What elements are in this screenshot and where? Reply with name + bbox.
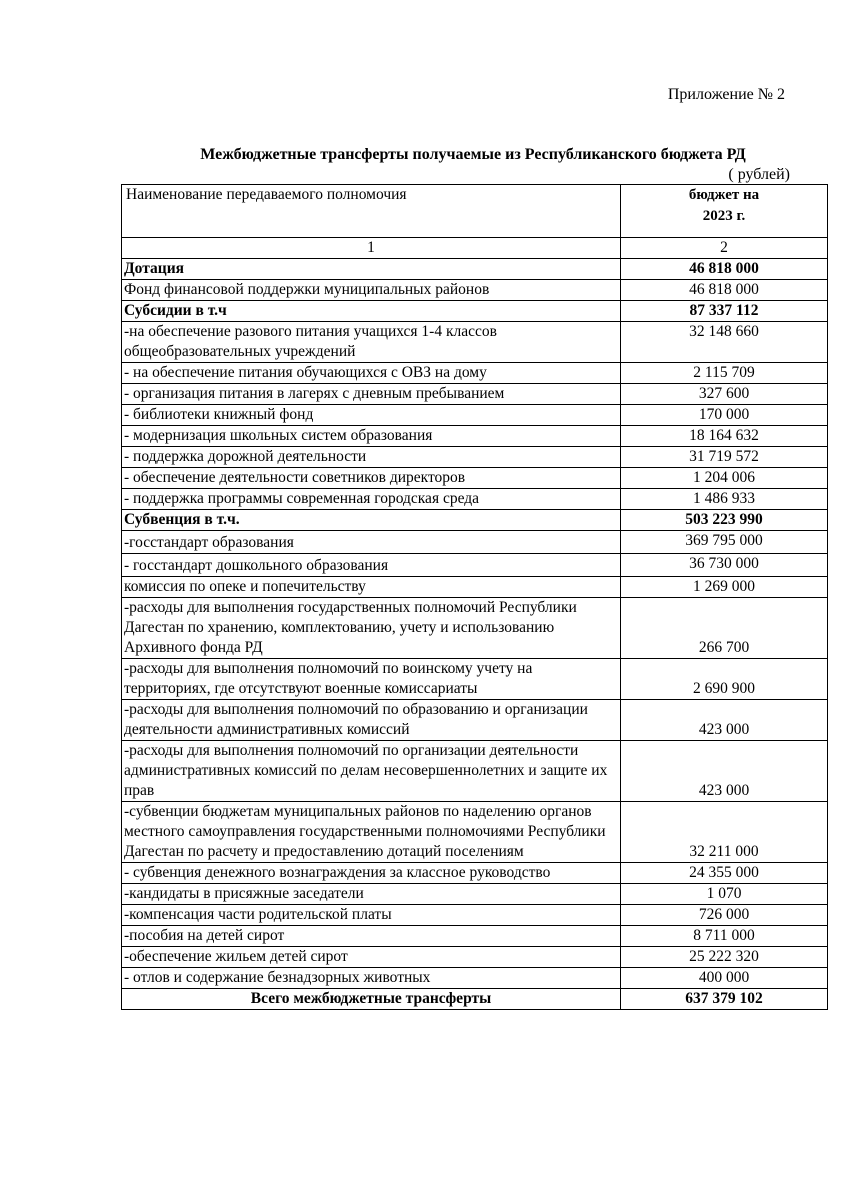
row-value-cell: 18 164 632	[621, 426, 828, 447]
table-row	[122, 884, 828, 905]
row-value-cell: 2 115 709	[621, 363, 828, 384]
row-value-cell: 400 000	[621, 968, 828, 989]
table-row	[122, 968, 828, 989]
row-value-cell: 327 600	[621, 384, 828, 405]
row-value-cell: 1 070	[621, 884, 828, 905]
row-name-cell: -госстандарт образования	[122, 531, 621, 554]
row-value-cell: 170 000	[621, 405, 828, 426]
row-name-cell: - субвенция денежного вознаграждения за классное руководство	[122, 863, 621, 884]
row-value-cell: 24 355 000	[621, 863, 828, 884]
transfers-table	[121, 184, 828, 1010]
table-row	[122, 905, 828, 926]
row-value-cell: 1 204 006	[621, 468, 828, 489]
table-row	[122, 259, 828, 280]
row-name-cell: -пособия на детей сирот	[122, 926, 621, 947]
row-name-cell: -расходы для выполнения полномочий по образованию и организации деятельности административных комиссий	[122, 700, 621, 741]
table-row	[122, 489, 828, 510]
appendix-label: Приложение № 2	[667, 86, 785, 103]
document-title: Межбюджетные трансферты получаемые из Республиканского бюджета РД	[200, 146, 746, 163]
header-name-cell: Наименование передаваемого полномочия	[122, 185, 621, 238]
row-value-cell: 31 719 572	[621, 447, 828, 468]
row-name-cell: комиссия по опеке и попечительству	[122, 577, 621, 598]
table-row	[122, 554, 828, 577]
unit-label: ( рублей)	[728, 166, 790, 183]
row-value-cell: 503 223 990	[621, 510, 828, 531]
table-row	[122, 301, 828, 322]
row-value-cell: 32 211 000	[621, 802, 828, 863]
table-row	[122, 926, 828, 947]
table-row	[122, 863, 828, 884]
table-row	[122, 947, 828, 968]
table-row	[122, 405, 828, 426]
table-row	[122, 322, 828, 363]
row-value-cell: 1 269 000	[621, 577, 828, 598]
table-row	[122, 426, 828, 447]
column-number-1: 1	[122, 238, 621, 259]
table-body	[122, 185, 828, 1010]
row-name-cell: -расходы для выполнения полномочий по воинскому учету на территориях, где отсутствуют военные комиссариаты	[122, 659, 621, 700]
row-name-cell: - на обеспечение питания обучающихся с ОВЗ на дому	[122, 363, 621, 384]
table-row	[122, 447, 828, 468]
row-value-cell: 423 000	[621, 700, 828, 741]
row-name-cell: - организация питания в лагерях с дневным пребыванием	[122, 384, 621, 405]
header-budget-line2: 2023 г.	[702, 208, 746, 224]
row-name-cell: -расходы для выполнения полномочий по организации деятельности административных комиссий по делам несовершеннолетних и защите их прав	[122, 741, 621, 802]
row-value-cell: 25 222 320	[621, 947, 828, 968]
row-name-cell: Субвенция в т.ч.	[122, 510, 621, 531]
table-row	[122, 280, 828, 301]
table-row	[122, 468, 828, 489]
column-number-row	[122, 238, 828, 259]
table-row	[122, 531, 828, 554]
column-number-2: 2	[621, 238, 828, 259]
row-value-cell: 46 818 000	[621, 280, 828, 301]
row-name-cell: -субвенции бюджетам муниципальных районов по наделению органов местного самоуправления государственными полномочиями Республики Дагестан по расчету и предоставлению дотаций поселениям	[122, 802, 621, 863]
row-value-cell: 1 486 933	[621, 489, 828, 510]
table-row	[122, 577, 828, 598]
total-value-cell: 637 379 102	[621, 989, 828, 1010]
table-header-row	[122, 185, 828, 238]
row-name-cell: - поддержка дорожной деятельности	[122, 447, 621, 468]
row-value-cell: 266 700	[621, 598, 828, 659]
row-name-cell: - модернизация школьных систем образования	[122, 426, 621, 447]
row-value-cell: 46 818 000	[621, 259, 828, 280]
row-value-cell: 87 337 112	[621, 301, 828, 322]
row-name-cell: -кандидаты в присяжные заседатели	[122, 884, 621, 905]
table-row	[122, 384, 828, 405]
row-name-cell: -обеспечение жильем детей сирот	[122, 947, 621, 968]
row-value-cell: 32 148 660	[621, 322, 828, 363]
row-name-cell: - обеспечение деятельности советников директоров	[122, 468, 621, 489]
header-budget-line1: бюджет на	[688, 187, 760, 203]
table-row	[122, 802, 828, 863]
row-name-cell: - отлов и содержание безнадзорных животных	[122, 968, 621, 989]
table-row	[122, 598, 828, 659]
row-value-cell: 369 795 000	[621, 531, 828, 554]
row-name-cell: - поддержка программы современная городская среда	[122, 489, 621, 510]
total-name-cell: Всего межбюджетные трансферты	[122, 989, 621, 1010]
row-value-cell: 36 730 000	[621, 554, 828, 577]
row-name-cell: Субсидии в т.ч	[122, 301, 621, 322]
row-name-cell: -на обеспечение разового питания учащихся 1-4 классов общеобразовательных учреждений	[122, 322, 621, 363]
row-name-cell: - библиотеки книжный фонд	[122, 405, 621, 426]
row-value-cell: 8 711 000	[621, 926, 828, 947]
row-name-cell: Дотация	[122, 259, 621, 280]
row-value-cell: 726 000	[621, 905, 828, 926]
total-row	[122, 989, 828, 1010]
table-row	[122, 363, 828, 384]
table-row	[122, 510, 828, 531]
row-value-cell: 423 000	[621, 741, 828, 802]
row-name-cell: - госстандарт дошкольного образования	[122, 554, 621, 577]
row-name-cell: -компенсация части родительской платы	[122, 905, 621, 926]
row-value-cell: 2 690 900	[621, 659, 828, 700]
header-budget-cell	[621, 185, 828, 238]
table-row	[122, 741, 828, 802]
row-name-cell: -расходы для выполнения государственных полномочий Республики Дагестан по хранению, комплектованию, учету и использованию Архивного фонда РД	[122, 598, 621, 659]
row-name-cell: Фонд финансовой поддержки муниципальных районов	[122, 280, 621, 301]
table-row	[122, 700, 828, 741]
table-row	[122, 659, 828, 700]
